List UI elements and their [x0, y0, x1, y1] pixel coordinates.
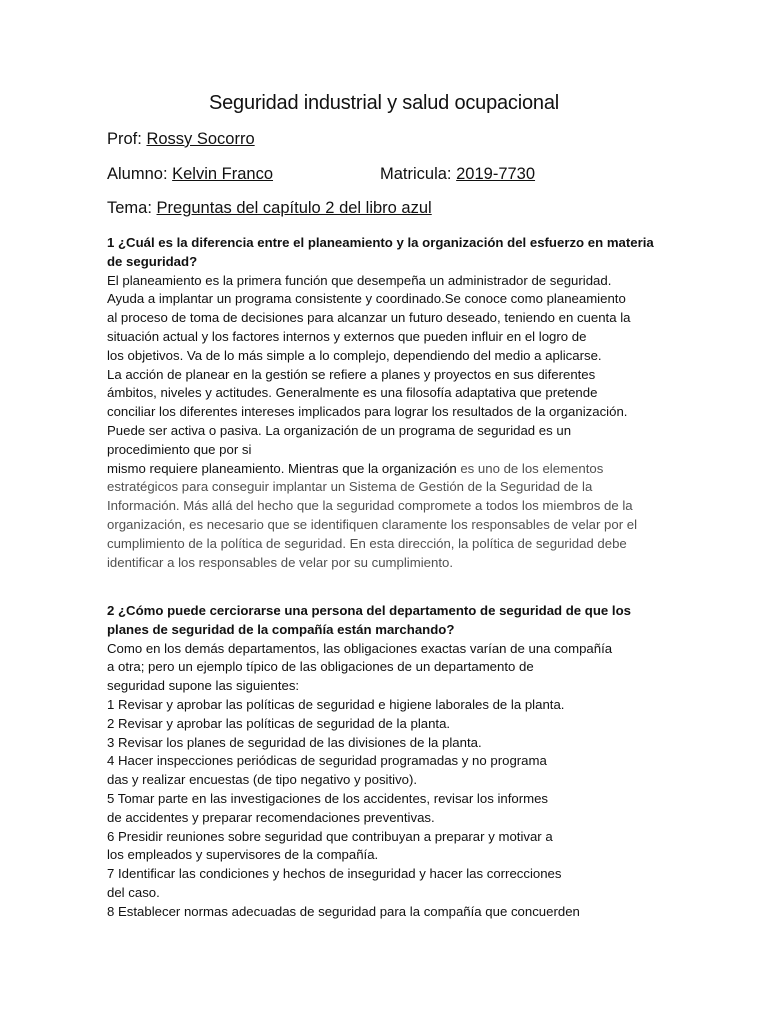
answer-line-grey: identificar a los responsables de velar por su cumplimiento. — [107, 554, 453, 570]
answer-line: El planeamiento es la primera función que desempeña un administrador de seguridad. — [107, 272, 612, 288]
answer-line: situación actual y los factores internos y externos que pueden influir en el logro de — [107, 328, 587, 344]
answer-line: seguridad supone las siguientes: — [107, 678, 300, 694]
answer-line: 6 Presidir reuniones sobre seguridad que contribuyan a preparar y motivar a — [107, 828, 553, 844]
question-2-block — [107, 602, 667, 922]
answer-line: 1 Revisar y aprobar las políticas de seguridad e higiene laborales de la planta. — [107, 696, 565, 712]
answer-fragment: mismo requiere planeamiento. Mientras que la organización — [107, 460, 461, 476]
answer-line: a otra; pero un ejemplo típico de las obligaciones de un departamento de — [107, 659, 534, 675]
answer-line: 3 Revisar los planes de seguridad de las divisiones de la planta. — [107, 734, 482, 750]
question-1-block — [107, 234, 667, 572]
answer-line-grey: Información. Más allá del hecho que la seguridad compromete a todos los miembros de la — [107, 498, 633, 514]
answer-fragment-grey: es uno de los elementos — [460, 460, 604, 476]
question-1-title — [107, 234, 667, 272]
alumno-label: Alumno: — [107, 165, 168, 183]
answer-line: al proceso de toma de decisiones para alcanzar un futuro deseado, teniendo en cuenta la — [107, 310, 631, 326]
prof-line — [107, 130, 255, 149]
question-2-title-line: 2 ¿Cómo puede cerciorarse una persona del departamento de seguridad de que los — [107, 603, 631, 618]
tema-label: Tema: — [107, 199, 152, 217]
question-2-answer — [107, 640, 667, 922]
answer-line: Como en los demás departamentos, las obligaciones exactas varían de una compañía — [107, 640, 613, 656]
answer-line-grey: cumplimiento de la política de seguridad. En esta dirección, la política de seguridad debe — [107, 535, 627, 551]
answer-line: Ayuda a implantar un programa consistente y coordinado.Se conoce como planeamiento — [107, 291, 626, 307]
answer-line: del caso. — [107, 884, 160, 900]
tema-line — [107, 199, 432, 218]
tema-value: Preguntas del capítulo 2 del libro azul — [156, 199, 432, 217]
answer-line: ámbitos, niveles y actitudes. Generalmente es una filosofía adaptativa que pretende — [107, 385, 598, 401]
answer-line: los objetivos. Va de lo más simple a lo complejo, dependiendo del medio a aplicarse. — [107, 347, 602, 363]
document-title: Seguridad industrial y salud ocupacional — [208, 92, 559, 114]
answer-line-grey: estratégicos para conseguir implantar un Sistema de Gestión de la Seguridad de la — [107, 479, 593, 495]
answer-line: 2 Revisar y aprobar las políticas de seguridad de la planta. — [107, 715, 451, 731]
answer-line: La acción de planear en la gestión se refiere a planes y proyectos en sus diferentes — [107, 366, 596, 382]
matricula-label: Matricula: — [380, 165, 452, 183]
answer-line: los empleados y supervisores de la compañía. — [107, 847, 379, 863]
question-1-title-line: de seguridad? — [107, 253, 198, 269]
answer-line: 7 Identificar las condiciones y hechos de inseguridad y hacer las correcciones — [107, 866, 562, 882]
prof-label: Prof: — [107, 130, 142, 148]
answer-line: de accidentes y preparar recomendaciones preventivas. — [107, 809, 435, 825]
prof-value: Rossy Socorro — [146, 130, 255, 148]
matricula-line — [380, 165, 535, 184]
answer-line-grey: organización, es necesario que se identifiquen claramente los responsables de velar por el — [107, 516, 638, 532]
answer-line: procedimiento que por si — [107, 441, 252, 457]
answer-line: conciliar los diferentes intereses implicados para lograr los resultados de la organización. — [107, 404, 628, 420]
question-2-title — [107, 602, 667, 640]
answer-line: 5 Tomar parte en las investigaciones de los accidentes, revisar los informes — [107, 790, 549, 806]
answer-line: 4 Hacer inspecciones periódicas de seguridad programadas y no programa — [107, 753, 547, 769]
question-1-answer — [107, 272, 667, 573]
question-1-title-line: 1 ¿Cuál es la diferencia entre el planeamiento y la organización del esfuerzo en materia — [107, 235, 654, 250]
question-2-title-line: planes de seguridad de la compañía están marchando? — [107, 621, 455, 637]
answer-line-mixed — [107, 460, 667, 479]
alumno-value: Kelvin Franco — [172, 165, 274, 183]
alumno-line — [107, 165, 302, 184]
answer-line: Puede ser activa o pasiva. La organización de un programa de seguridad es un — [107, 422, 572, 438]
answer-line: 8 Establecer normas adecuadas de seguridad para la compañía que concuerden — [107, 903, 580, 919]
matricula-value: 2019-7730 — [456, 165, 536, 183]
answer-line: das y realizar encuestas (de tipo negativo y positivo). — [107, 772, 418, 788]
